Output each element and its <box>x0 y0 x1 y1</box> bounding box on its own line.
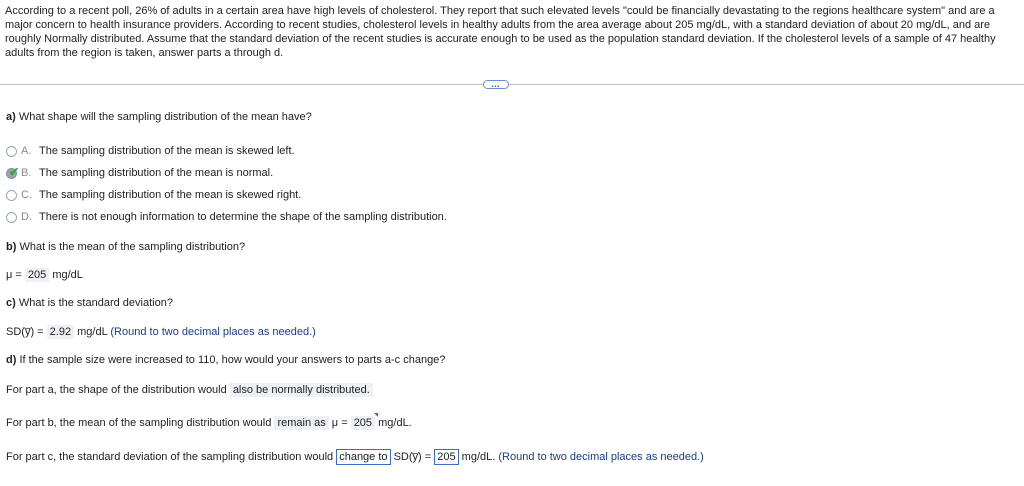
part-c-label: c) <box>6 297 16 309</box>
option-b-text: The sampling distribution of the mean is normal. <box>39 167 274 179</box>
option-d-text: There is not enough information to determine the shape of the sampling distribution. <box>39 211 447 223</box>
part-d-line-a <box>6 383 373 397</box>
part-a-label: a) <box>6 111 16 123</box>
sd-answer[interactable]: 2.92 <box>47 325 74 339</box>
part-a-question-text: What shape will the sampling distribution of the mean have? <box>18 111 312 123</box>
option-c-text: The sampling distribution of the mean is skewed right. <box>39 189 302 201</box>
shape-dropdown-answer[interactable]: also be normally distributed. <box>230 383 373 397</box>
mean-dropdown-answer[interactable]: remain as <box>274 416 328 430</box>
rounding-hint: (Round to two decimal places as needed.) <box>110 326 316 338</box>
part-d-question <box>6 354 445 366</box>
problem-statement: According to a recent poll, 26% of adults in a certain area have high levels of cholesterol. They report that such elevated levels "could be financially devastating to the regions healthcare system" and are a major concern to health insurance providers. According to recent studies, cholesterol levels in healthy adults from the area average about 205 mg/dL, with a standard deviation of about 20 mg/dL, and are roughly Normally distributed. Assume that the standard deviation of the recent studies is accurate enough to be used as the population standard deviation. If the cholesterol levels of a sample of 47 healthy adults from the region is taken, answer parts a through d. <box>5 5 996 59</box>
part-a-question <box>6 111 312 123</box>
line-c-sd-label: SD(y̅) = <box>393 451 432 463</box>
section-divider <box>0 84 1024 85</box>
correct-check-icon: ✔ <box>9 164 20 179</box>
sd-dropdown-answer[interactable]: change to <box>336 449 390 465</box>
line-c-unit: mg/dL. <box>461 451 496 463</box>
option-c[interactable] <box>6 188 301 202</box>
part-d-line-c <box>6 449 704 465</box>
part-b-question-text: What is the mean of the sampling distribution? <box>19 241 246 253</box>
option-a-text: The sampling distribution of the mean is skewed left. <box>39 145 295 157</box>
expand-more-button[interactable]: … <box>483 80 509 89</box>
option-b[interactable] <box>6 166 273 180</box>
part-b-label: b) <box>6 241 17 253</box>
line-c-text: For part c, the standard deviation of the sampling distribution would <box>6 451 334 463</box>
mean-answer[interactable]: 205 <box>25 268 49 282</box>
option-d-letter: D. <box>21 211 32 223</box>
part-b-question <box>6 241 245 253</box>
part-b-answer-row <box>6 268 83 282</box>
option-d[interactable] <box>6 210 447 224</box>
line-b-mean-answer[interactable] <box>351 416 375 430</box>
part-d-label: d) <box>6 354 17 366</box>
error-flag-icon <box>374 413 378 417</box>
part-c-answer-row <box>6 325 316 339</box>
sd-unit: mg/dL <box>77 326 108 338</box>
radio-a[interactable] <box>6 146 17 157</box>
line-b-text: For part b, the mean of the sampling distribution would <box>6 417 272 429</box>
line-b-mu-label: μ = <box>331 417 348 429</box>
option-b-letter: B. <box>21 167 32 179</box>
radio-b[interactable] <box>6 164 20 179</box>
line-a-text: For part a, the shape of the distribution would <box>6 384 227 396</box>
option-a-letter: A. <box>21 145 32 157</box>
line-b-mean-value: 205 <box>353 417 373 429</box>
line-c-rounding-hint: (Round to two decimal places as needed.) <box>498 451 704 463</box>
mean-unit: mg/dL <box>52 269 83 281</box>
line-c-sd-input[interactable]: 205 <box>434 449 458 465</box>
option-c-letter: C. <box>21 189 32 201</box>
mu-label: μ = <box>6 269 22 281</box>
part-c-question-text: What is the standard deviation? <box>18 297 173 309</box>
radio-c[interactable] <box>6 190 17 201</box>
part-d-question-text: If the sample size were increased to 110, how would your answers to parts a-c change? <box>19 354 446 366</box>
option-a[interactable] <box>6 144 295 158</box>
line-b-unit: mg/dL. <box>378 417 412 429</box>
part-d-line-b <box>6 416 412 430</box>
radio-d[interactable] <box>6 212 17 223</box>
sd-label: SD(y̅) = <box>6 326 44 338</box>
part-c-question <box>6 297 173 309</box>
